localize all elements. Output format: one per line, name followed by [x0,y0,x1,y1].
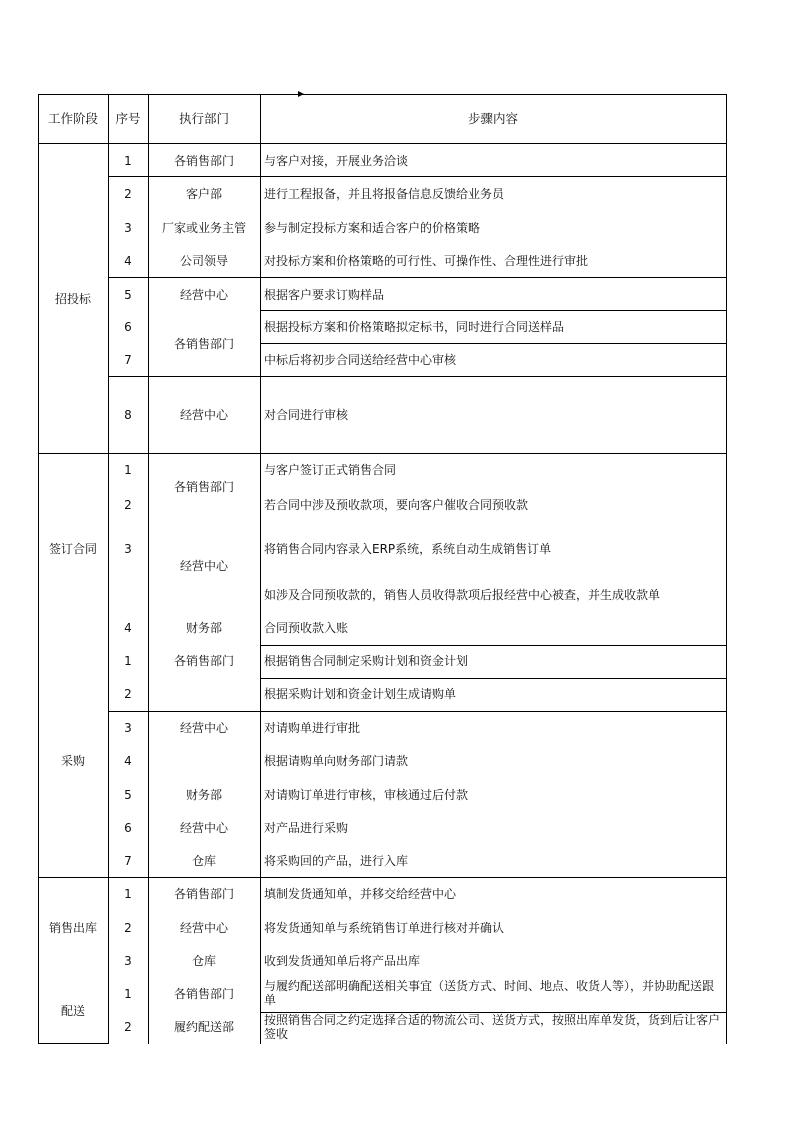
content-cell: 将采购回的产品，进行入库 [264,854,409,868]
dept-cell: 仓库 [191,854,216,868]
seq-cell: 5 [124,788,132,802]
content-cell: 若合同中涉及预收款项，要向客户催收合同预收款 [264,498,529,512]
seq-cell: 2 [124,921,132,935]
seq-cell: 8 [124,408,132,422]
content-cell: 对请购单进行审批 [264,721,361,735]
header-content: 步骤内容 [467,111,518,126]
grid-line [108,94,109,1044]
header-seq: 序号 [115,111,141,126]
dept-cell: 各销售部门 [173,887,234,901]
seq-cell: 1 [124,154,132,168]
dept-cell: 经营中心 [179,559,228,573]
grid-line [726,94,727,1044]
dept-cell: 各销售部门 [173,154,234,168]
seq-cell: 6 [124,821,132,835]
dept-cell: 经营中心 [179,288,228,302]
dept-cell: 经营中心 [179,821,228,835]
stage-label: 采购 [60,754,85,768]
dept-cell: 各销售部门 [173,480,234,494]
stage-label: 销售出库 [48,921,97,935]
seq-cell: 5 [124,288,132,302]
seq-cell: 4 [124,621,132,635]
grid-line [260,645,727,646]
content-cell: 根据投标方案和价格策略拟定标书，同时进行合同送样品 [264,320,565,334]
grid-line [38,877,727,878]
seq-cell: 1 [124,987,132,1001]
seq-cell: 2 [124,1020,132,1034]
header-stage: 工作阶段 [47,111,98,126]
grid-line [38,94,39,1044]
grid-line [260,310,727,311]
content-cell: 如涉及合同预收款的，销售人员收得款项后报经营中心被查，并生成收款单 [264,588,661,602]
seq-cell: 3 [124,721,132,735]
content-cell: 填制发货通知单，并移交给经营中心 [264,887,457,901]
content-cell: 合同预收款入账 [264,621,349,635]
content-cell: 进行工程报备，并且将报备信息反馈给业务员 [264,187,505,201]
content-cell: 与客户签订正式销售合同 [264,463,397,477]
seq-cell: 6 [124,320,132,334]
dept-cell: 经营中心 [179,408,228,422]
content-cell: 根据请购单向财务部门请款 [264,754,409,768]
dept-cell: 各销售部门 [173,654,234,668]
dept-cell: 仓库 [191,954,216,968]
dept-cell: 财务部 [185,621,222,635]
content-cell: 将销售合同内容录入ERP系统，系统自动生成销售订单 [264,542,552,556]
grid-line [38,453,727,454]
dept-cell: 各销售部门 [173,987,234,1001]
grid-line [38,143,727,144]
dept-cell: 各销售部门 [173,337,234,351]
seq-cell: 2 [124,187,132,201]
content-cell: 参与制定投标方案和适合客户的价格策略 [264,221,481,235]
dept-cell: 客户部 [185,187,222,201]
grid-line [108,376,727,377]
seq-cell: 1 [124,463,132,477]
content-cell: 与履约配送部明确配送相关事宜（送货方式、时间、地点、收货人等），并协助配送跟单 [264,979,715,1007]
content-cell: 根据采购计划和资金计划生成请购单 [264,687,457,701]
content-cell: 根据销售合同制定采购计划和资金计划 [264,654,469,668]
seq-cell: 4 [124,754,132,768]
seq-cell: 7 [124,854,132,868]
content-cell: 将发货通知单与系统销售订单进行核对并确认 [264,921,505,935]
grid-line [108,277,727,278]
seq-cell: 1 [124,887,132,901]
seq-cell: 1 [124,654,132,668]
seq-cell: 7 [124,353,132,367]
content-cell: 收到发货通知单后将产品出库 [264,954,421,968]
seq-cell: 4 [124,254,132,268]
grid-line [108,711,727,712]
grid-line [260,94,261,1044]
header-dept: 执行部门 [178,111,229,126]
seq-cell: 3 [124,221,132,235]
stage-label: 招投标 [54,292,91,306]
dept-cell: 履约配送部 [173,1020,234,1034]
grid-line [38,94,727,95]
content-cell: 对合同进行审核 [264,408,349,422]
stage-label: 签订合同 [48,542,97,556]
seq-cell: 3 [124,542,132,556]
dept-cell: 财务部 [185,788,222,802]
content-cell: 中标后将初步合同送给经营中心审核 [264,353,457,367]
content-cell: 与客户对接，开展业务洽谈 [264,154,409,168]
content-cell: 按照销售合同之约定选择合适的物流公司、送货方式，按照出库单发货，货到后让客户签收 [264,1013,721,1041]
seq-cell: 2 [124,687,132,701]
grid-line [38,1043,108,1044]
grid-line [260,678,727,679]
content-cell: 对产品进行采购 [264,821,349,835]
content-cell: 对请购订单进行审核，审核通过后付款 [264,788,469,802]
content-cell: 对投标方案和价格策略的可行性、可操作性、合理性进行审批 [264,254,589,268]
dept-cell: 厂家或业务主管 [161,221,246,235]
seq-cell: 2 [124,498,132,512]
dept-cell: 公司领导 [179,254,228,268]
seq-cell: 3 [124,954,132,968]
dept-cell: 经营中心 [179,921,228,935]
dept-cell: 经营中心 [179,721,228,735]
grid-line [260,343,727,344]
grid-line [108,176,727,177]
stage-label: 配送 [60,1004,85,1018]
content-cell: 根据客户要求订购样品 [264,288,385,302]
